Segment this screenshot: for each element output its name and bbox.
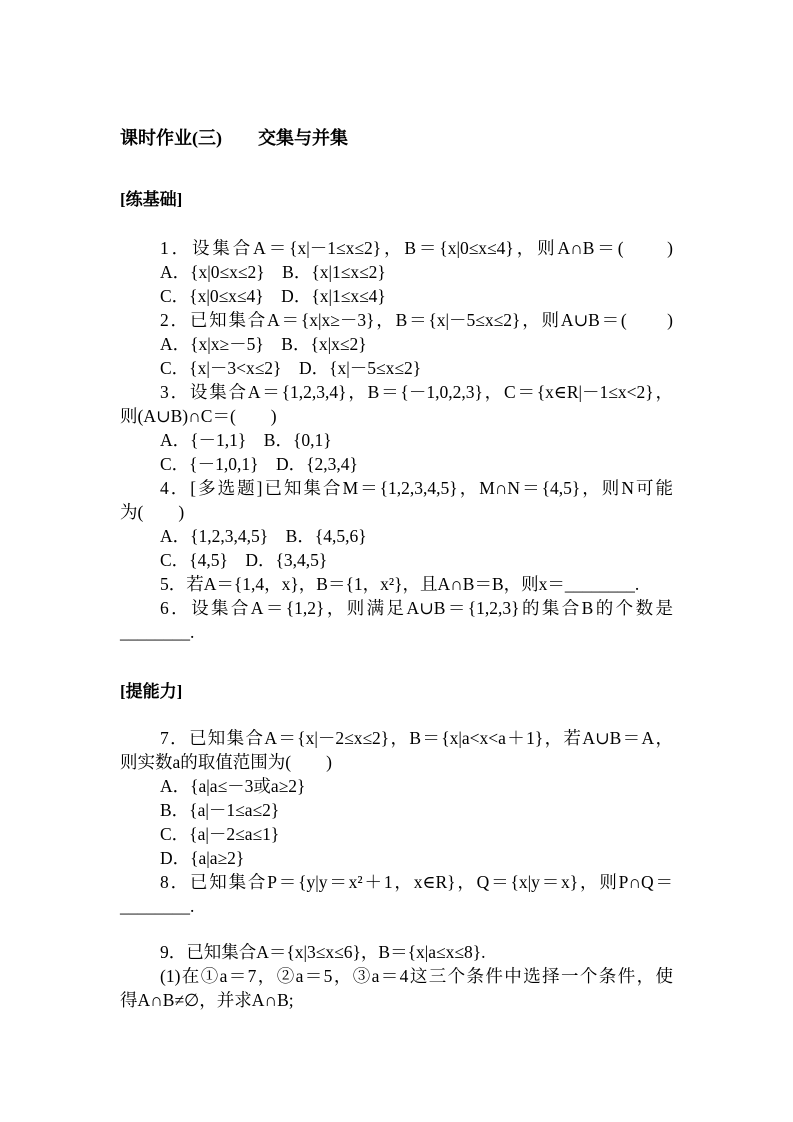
q7-option-c: C．{a|－2≤a≤1} <box>160 824 280 844</box>
question-8: 8．已知集合P＝{y|y＝x²＋1，x∈R}，Q＝{x|y＝x}，则P∩Q＝ <box>160 872 673 892</box>
q3-options-ab: A．{－1,1} B．{0,1} <box>160 430 332 450</box>
q1-options-ab: A．{x|0≤x≤2} B．{x|1≤x≤2} <box>160 262 386 282</box>
question-5: 5．若A＝{1,4，x}，B＝{1，x²}，且A∩B＝B，则x＝________. <box>160 574 640 594</box>
question-2: 2．已知集合A＝{x|x≥－3}，B＝{x|－5≤x≤2}，则A∪B＝( ) <box>160 310 673 330</box>
question-9-part-1-cont: 得A∩B≠∅，并求A∩B; <box>120 990 294 1010</box>
question-9-part-1: (1)在①a＝7，②a＝5，③a＝4这三个条件中选择一个条件，使 <box>160 966 673 986</box>
q4-options-cd: C．{4,5} D．{3,4,5} <box>160 550 328 570</box>
q2-options-cd: C．{x|－3<x≤2} D．{x|－5≤x≤2} <box>160 358 422 378</box>
question-4-cont: 为( ) <box>120 502 185 522</box>
question-1: 1．设集合A＝{x|－1≤x≤2}，B＝{x|0≤x≤4}，则A∩B＝( ) <box>160 238 673 258</box>
q1-options-cd: C．{x|0≤x≤4} D．{x|1≤x≤4} <box>160 286 386 306</box>
q7-option-a: A．{a|a≤－3或a≥2} <box>160 776 306 796</box>
question-3-cont: 则(A∪B)∩C＝( ) <box>120 406 277 426</box>
q2-options-ab: A．{x|x≥－5} B．{x|x≤2} <box>160 334 367 354</box>
question-7: 7．已知集合A＝{x|－2≤x≤2}，B＝{x|a<x<a＋1}，若A∪B＝A， <box>160 728 673 748</box>
question-6: 6．设集合A＝{1,2}，则满足A∪B＝{1,2,3}的集合B的个数是 <box>160 598 673 618</box>
question-9: 9．已知集合A＝{x|3≤x≤6}，B＝{x|a≤x≤8}. <box>160 942 486 962</box>
q7-option-b: B．{a|－1≤a≤2} <box>160 800 280 820</box>
page-title: 课时作业(三) 交集与并集 <box>120 128 348 148</box>
question-4: 4．[多选题]已知集合M＝{1,2,3,4,5}，M∩N＝{4,5}，则N可能 <box>160 478 673 498</box>
question-3: 3．设集合A＝{1,2,3,4}，B＝{－1,0,2,3}，C＝{x∈R|－1≤x<2}， <box>160 382 673 402</box>
q3-options-cd: C．{－1,0,1} D．{2,3,4} <box>160 454 358 474</box>
q4-options-ab: A．{1,2,3,4,5} B．{4,5,6} <box>160 526 367 546</box>
question-7-cont: 则实数a的取值范围为( ) <box>120 752 332 772</box>
question-6-blank: ________. <box>120 622 195 642</box>
q7-option-d: D．{a|a≥2} <box>160 848 245 868</box>
section-advanced: [提能力] <box>120 682 183 701</box>
section-basic: [练基础] <box>120 190 183 209</box>
question-8-blank: ________. <box>120 896 195 916</box>
